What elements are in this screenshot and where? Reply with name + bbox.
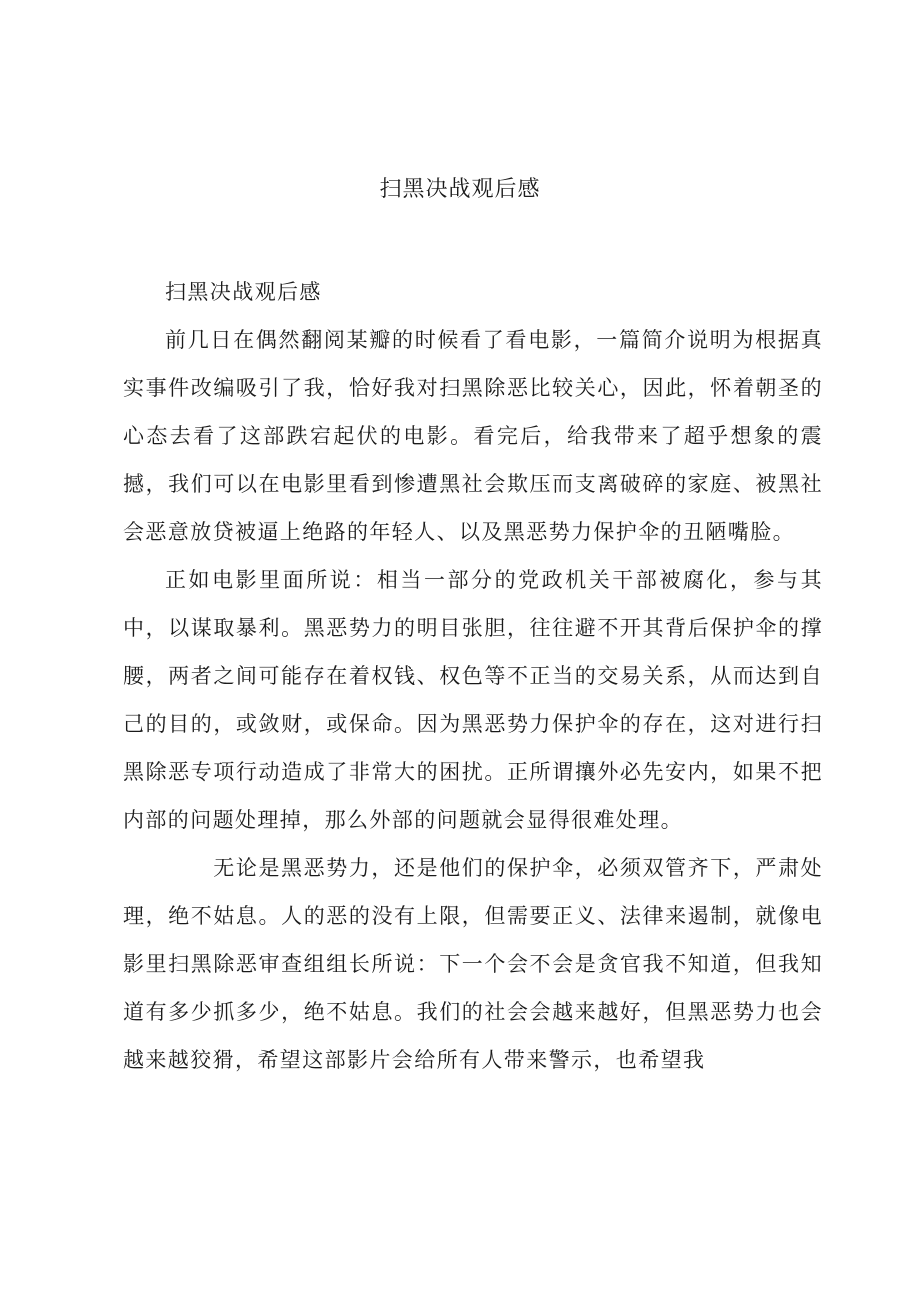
document-body (123, 268, 823, 1084)
paragraph-2: 正如电影里面所说：相当一部分的党政机关干部被腐化，参与其中，以谋取暴利。黑恶势力的明目张胆，往往避不开其背后保护伞的撑腰，两者之间可能存在着权钱、权色等不正当的交易关系，从而达到自己的目的，或敛财，或保命。因为黑恶势力保护伞的存在，这对进行扫黑除恶专项行动造成了非常大的困扰。正所谓攘外必先安内，如果不把内部的问题处理掉，那么外部的问题就会显得很难处理。 (123, 568, 823, 832)
paragraph-1: 前几日在偶然翻阅某瓣的时候看了看电影，一篇简介说明为根据真实事件改编吸引了我，恰好我对扫黑除恶比较关心，因此，怀着朝圣的心态去看了这部跌宕起伏的电影。看完后，给我带来了超乎想象的震撼，我们可以在电影里看到惨遭黑社会欺压而支离破碎的家庭、被黑社会恶意放贷被逼上绝路的年轻人、以及黑恶势力保护伞的丑陋嘴脸。 (123, 328, 823, 544)
paragraph-3: 无论是黑恶势力，还是他们的保护伞，必须双管齐下，严肃处理，绝不姑息。人的恶的没有上限，但需要正义、法律来遏制，就像电影里扫黑除恶审查组组长所说：下一个会不会是贪官我不知道，但我知道有多少抓多少，绝不姑息。我们的社会会越来越好，但黑恶势力也会越来越狡猾，希望这部影片会给所有人带来警示，也希望我 (123, 856, 823, 1072)
document-title: 扫黑决战观后感 (379, 177, 541, 202)
paragraph-subtitle: 扫黑决战观后感 (165, 280, 322, 304)
